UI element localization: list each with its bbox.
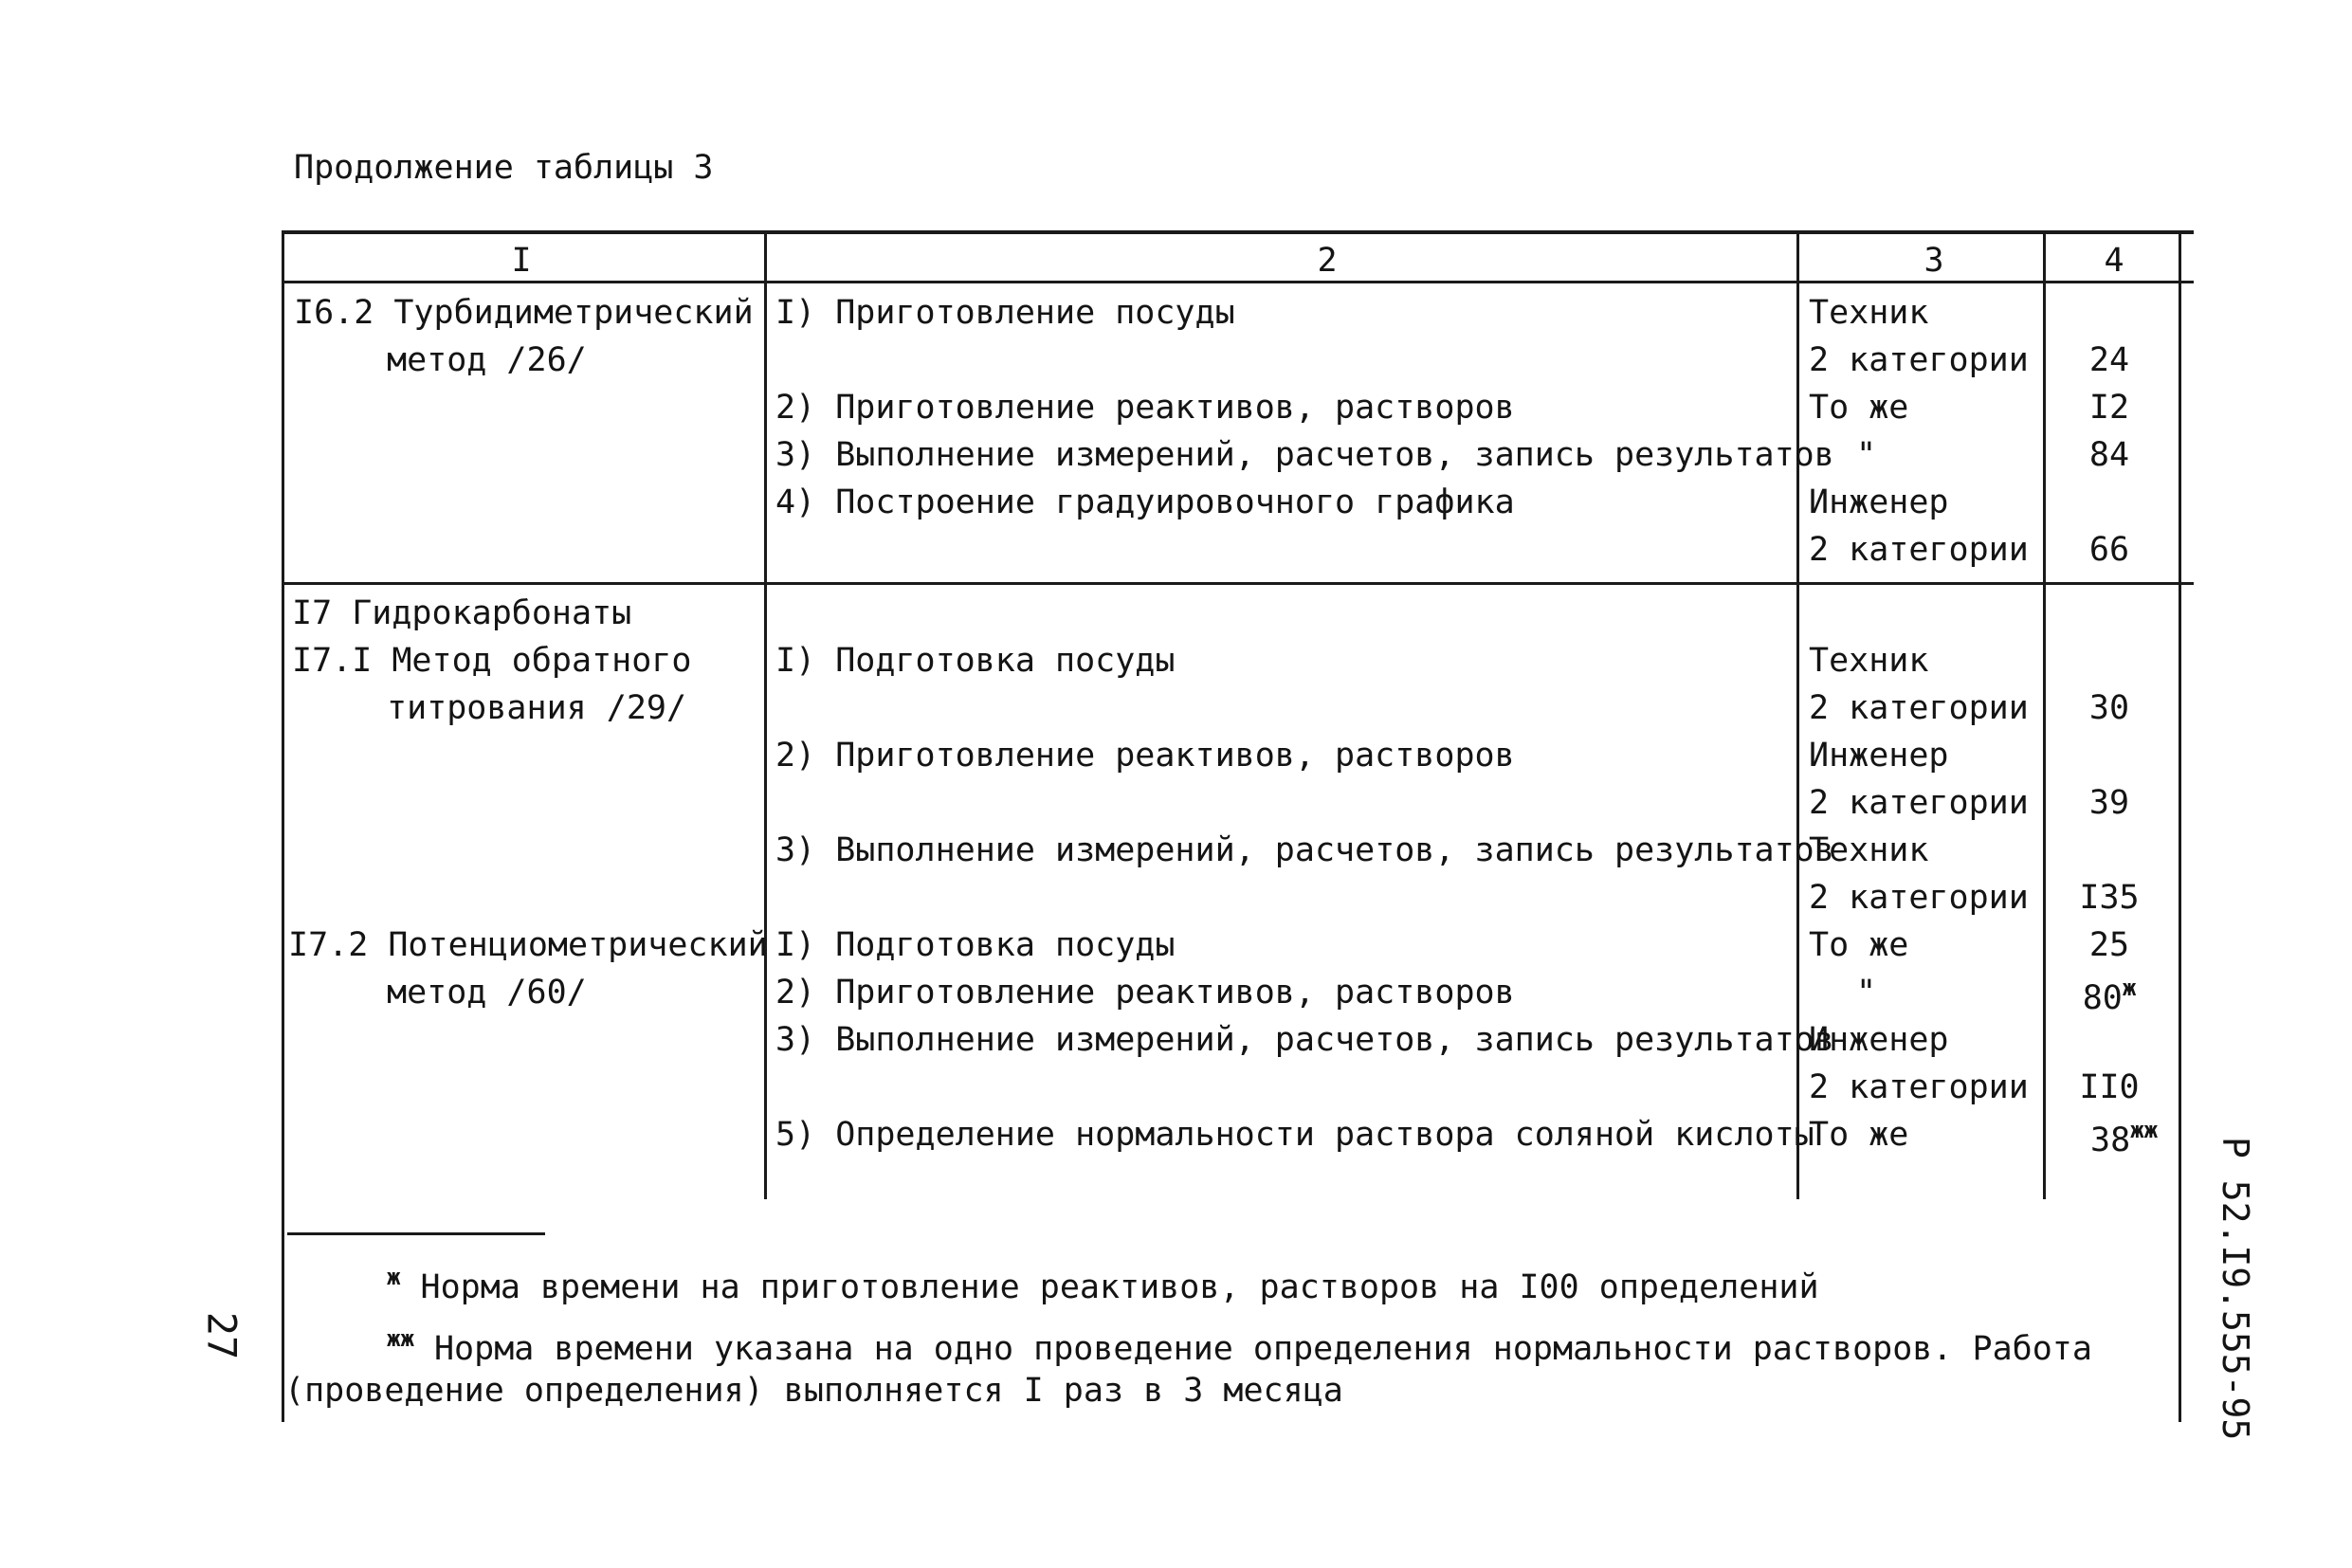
section-divider [283,582,2194,585]
qualification: То же [1809,1116,1909,1154]
time-norm-value: 38 [2090,1121,2131,1159]
operation: I) Подготовка посуды [775,926,1176,964]
time-norm: I35 [2079,879,2140,917]
ditto-mark: " [1856,974,1877,1012]
footnote-2 [387,1327,2092,1366]
operation: I) Приготовление посуды [775,294,1235,332]
qualification: Техник [1809,642,1929,680]
column-header-4: 4 [2104,242,2124,280]
operation: 4) Построение градуировочного графика [775,483,1515,521]
time-norm [2057,976,2161,1015]
time-norm: II0 [2079,1068,2140,1106]
footnote-marker: жж [387,1325,414,1352]
time-norm-value: 80 [2082,979,2123,1017]
operation: 2) Приготовление реактивов, растворов [775,737,1515,775]
qualification: Техник [1809,831,1929,869]
time-norm: 30 [2088,689,2130,727]
method-title-continued: метод /26/ [387,341,587,379]
time-norm: 25 [2088,926,2130,964]
column-header-1: I [511,242,532,280]
qualification: Инженер [1809,1021,1949,1059]
operation: 3) Выполнение измерений, расчетов, запись результатов [775,831,1834,869]
time-norm: 66 [2088,531,2130,569]
qualification-category: 2 категории [1809,531,2029,569]
footnote-marker: ж [387,1264,401,1290]
time-norm: 39 [2088,784,2130,822]
page-number: 27 [198,1311,246,1360]
footnote-separator [287,1232,545,1235]
qualification-category: 2 категории [1809,784,2029,822]
header-bottom-border [283,281,2194,283]
qualification: Инженер [1809,737,1949,775]
operation: I) Подготовка посуды [775,642,1176,680]
table-left-border [282,230,284,1422]
time-norm: 24 [2088,341,2130,379]
qualification: Инженер [1809,483,1949,521]
qualification-category: 2 категории [1809,1068,2029,1106]
qualification-category: 2 категории [1809,341,2029,379]
qualification-category: 2 категории [1809,689,2029,727]
section-title: I7 Гидрокарбонаты [292,594,632,632]
footnote-text: Норма времени указана на одно проведение определения нормальности растворов. Работа [433,1330,2092,1368]
table-right-border [2179,230,2181,1422]
operation: 3) Выполнение измерений, расчетов, запись результатов [775,1021,1834,1059]
operation: 5) Определение нормальности раствора соляной кислоты [775,1116,1814,1154]
table-caption: Продолжение таблицы 3 [294,149,714,187]
ditto-mark: " [1856,436,1877,474]
column-header-2: 2 [1317,242,1338,280]
operation: 3) Выполнение измерений, расчетов, запись результатов [775,436,1834,474]
footnote-marker: жж [2130,1117,2159,1143]
column-divider-1-2 [764,230,767,1199]
operation: 2) Приготовление реактивов, растворов [775,389,1515,427]
column-header-3: 3 [1924,242,1944,280]
footnote-2-continued: (проведение определения) выполняется I раз в 3 месяца [284,1372,1343,1410]
method-title: I7.2 Потенциометрический [288,926,768,964]
qualification: То же [1809,389,1909,427]
time-norm: I2 [2088,389,2130,427]
footnote-marker: ж [2122,975,2137,1001]
footnote-text: Норма времени на приготовление реактивов, растворов на I00 определений [420,1268,1819,1306]
method-title-continued: метод /60/ [387,974,587,1012]
time-norm [2090,1119,2158,1158]
table-top-border [283,230,2194,234]
qualification: Техник [1809,294,1929,332]
method-title: I7.I Метод обратного [292,642,692,680]
operation: 2) Приготовление реактивов, растворов [775,974,1515,1012]
method-title-continued: титрования /29/ [387,689,687,727]
qualification: То же [1809,926,1909,964]
document-code: Р 52.I9.555-95 [2215,1137,2256,1441]
method-title: I6.2 Турбидиметрический [294,294,754,332]
column-divider-3-4 [2043,230,2046,1199]
qualification-category: 2 категории [1809,879,2029,917]
footnote-1 [387,1266,1819,1304]
time-norm: 84 [2088,436,2130,474]
